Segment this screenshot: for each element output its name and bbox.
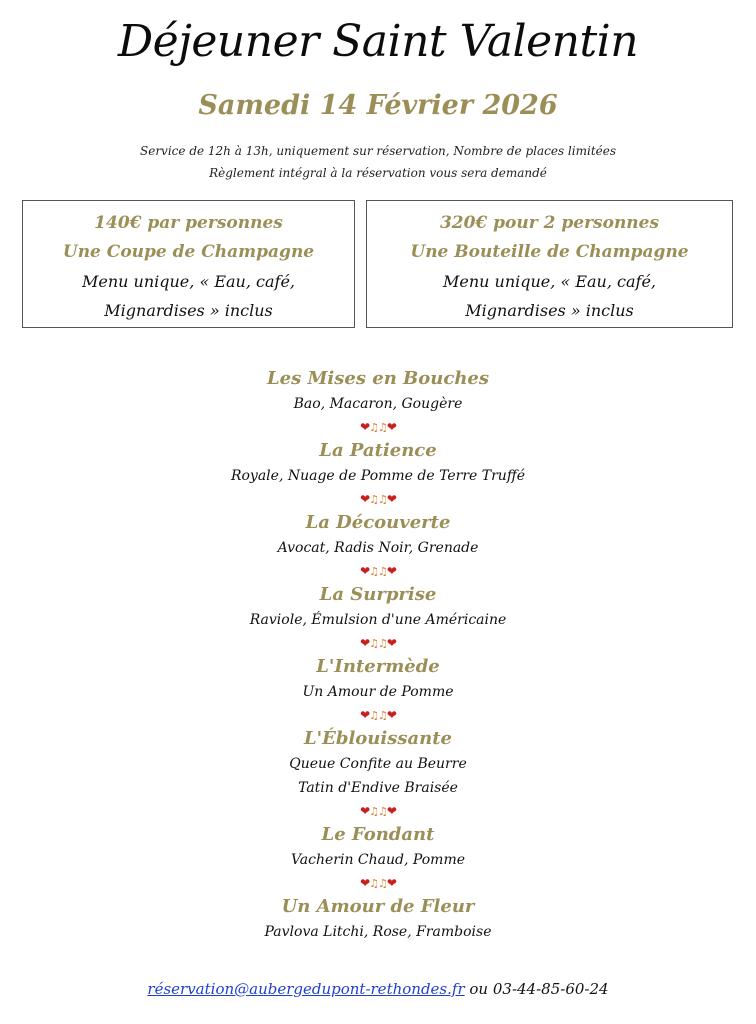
- music-notes-icon: ♫♫: [369, 565, 387, 578]
- course-separator: [0, 800, 756, 822]
- course-title: L'Éblouissante: [303, 728, 453, 749]
- course-separator: [0, 560, 756, 582]
- course: [0, 510, 756, 582]
- heart-icon: ❤: [386, 876, 396, 890]
- music-notes-icon: ♫♫: [369, 805, 387, 818]
- course: [0, 654, 756, 726]
- dish-line: Vacherin Chaud, Pomme: [290, 852, 466, 868]
- course-title: L'Intermède: [316, 656, 440, 677]
- heart-icon: ❤: [386, 492, 396, 506]
- dish-line: Queue Confite au Beurre: [289, 756, 467, 772]
- heart-icon: ❤: [360, 876, 370, 890]
- phone-number: 03-44-85-60-24: [492, 980, 609, 998]
- course-title: Les Mises en Bouches: [266, 368, 489, 389]
- course-title: La Patience: [319, 440, 437, 461]
- offer-desc-line2: Mignardises » inclus: [104, 301, 273, 320]
- music-notes-icon: ♫♫: [369, 877, 387, 890]
- offer-box-single: [22, 200, 355, 328]
- heart-icon: ❤: [386, 564, 396, 578]
- course: [0, 366, 756, 438]
- dish-line: Raviole, Émulsion d'une Américaine: [249, 612, 507, 628]
- dish-line: Avocat, Radis Noir, Grenade: [277, 540, 479, 556]
- course-title: La Découverte: [305, 512, 451, 533]
- service-notes: [0, 140, 756, 184]
- heart-icon: ❤: [360, 420, 370, 434]
- course: [0, 822, 756, 894]
- offer-desc-line1: Menu unique, « Eau, café,: [442, 272, 656, 291]
- dish-line: Pavlova Litchi, Rose, Framboise: [264, 924, 492, 940]
- heart-icon: ❤: [386, 804, 396, 818]
- heart-icon: ❤: [360, 804, 370, 818]
- music-notes-icon: ♫♫: [369, 493, 387, 506]
- contact-footer: [0, 980, 756, 998]
- music-notes-icon: ♫♫: [369, 637, 387, 650]
- heart-icon: ❤: [360, 564, 370, 578]
- course: [0, 726, 756, 822]
- course-separator: [0, 416, 756, 438]
- music-notes-icon: ♫♫: [369, 709, 387, 722]
- menu-list: [0, 366, 756, 944]
- offer-champagne: Une Bouteille de Champagne: [410, 242, 689, 262]
- offer-desc-line1: Menu unique, « Eau, café,: [81, 272, 295, 291]
- offer-desc-line2: Mignardises » inclus: [465, 301, 634, 320]
- heart-icon: ❤: [386, 420, 396, 434]
- dish-line: Royale, Nuage de Pomme de Terre Truffé: [230, 468, 526, 484]
- music-notes-icon: ♫♫: [369, 421, 387, 434]
- service-note-line: Service de 12h à 13h, uniquement sur réservation, Nombre de places limitées: [140, 144, 616, 158]
- course: [0, 582, 756, 654]
- page-title: Déjeuner Saint Valentin: [117, 16, 639, 67]
- course-title: Le Fondant: [321, 824, 435, 845]
- offer-champagne: Une Coupe de Champagne: [62, 242, 315, 262]
- offer-box-couple: [366, 200, 733, 328]
- course-title: La Surprise: [319, 584, 437, 605]
- offer-price: 140€ par personnes: [94, 213, 283, 233]
- course-separator: [0, 872, 756, 894]
- course-separator: [0, 632, 756, 654]
- dish-line: Tatin d'Endive Braisée: [298, 780, 458, 796]
- heart-icon: ❤: [386, 708, 396, 722]
- footer-separator: ou: [464, 980, 493, 998]
- dish-line: Un Amour de Pomme: [302, 684, 454, 700]
- payment-note-line: Règlement intégral à la réservation vous sera demandé: [209, 166, 547, 180]
- dish-line: Bao, Macaron, Gougère: [293, 396, 463, 412]
- offer-price: 320€ pour 2 personnes: [439, 213, 660, 233]
- course-title: Un Amour de Fleur: [281, 896, 475, 917]
- reservation-email-link[interactable]: réservation@aubergedupont-rethondes.fr: [147, 980, 465, 998]
- heart-icon: ❤: [360, 708, 370, 722]
- heart-icon: ❤: [360, 636, 370, 650]
- course: [0, 438, 756, 510]
- heart-icon: ❤: [360, 492, 370, 506]
- heart-icon: ❤: [386, 636, 396, 650]
- event-date: Samedi 14 Février 2026: [198, 90, 558, 121]
- course: [0, 894, 756, 944]
- course-separator: [0, 488, 756, 510]
- course-separator: [0, 704, 756, 726]
